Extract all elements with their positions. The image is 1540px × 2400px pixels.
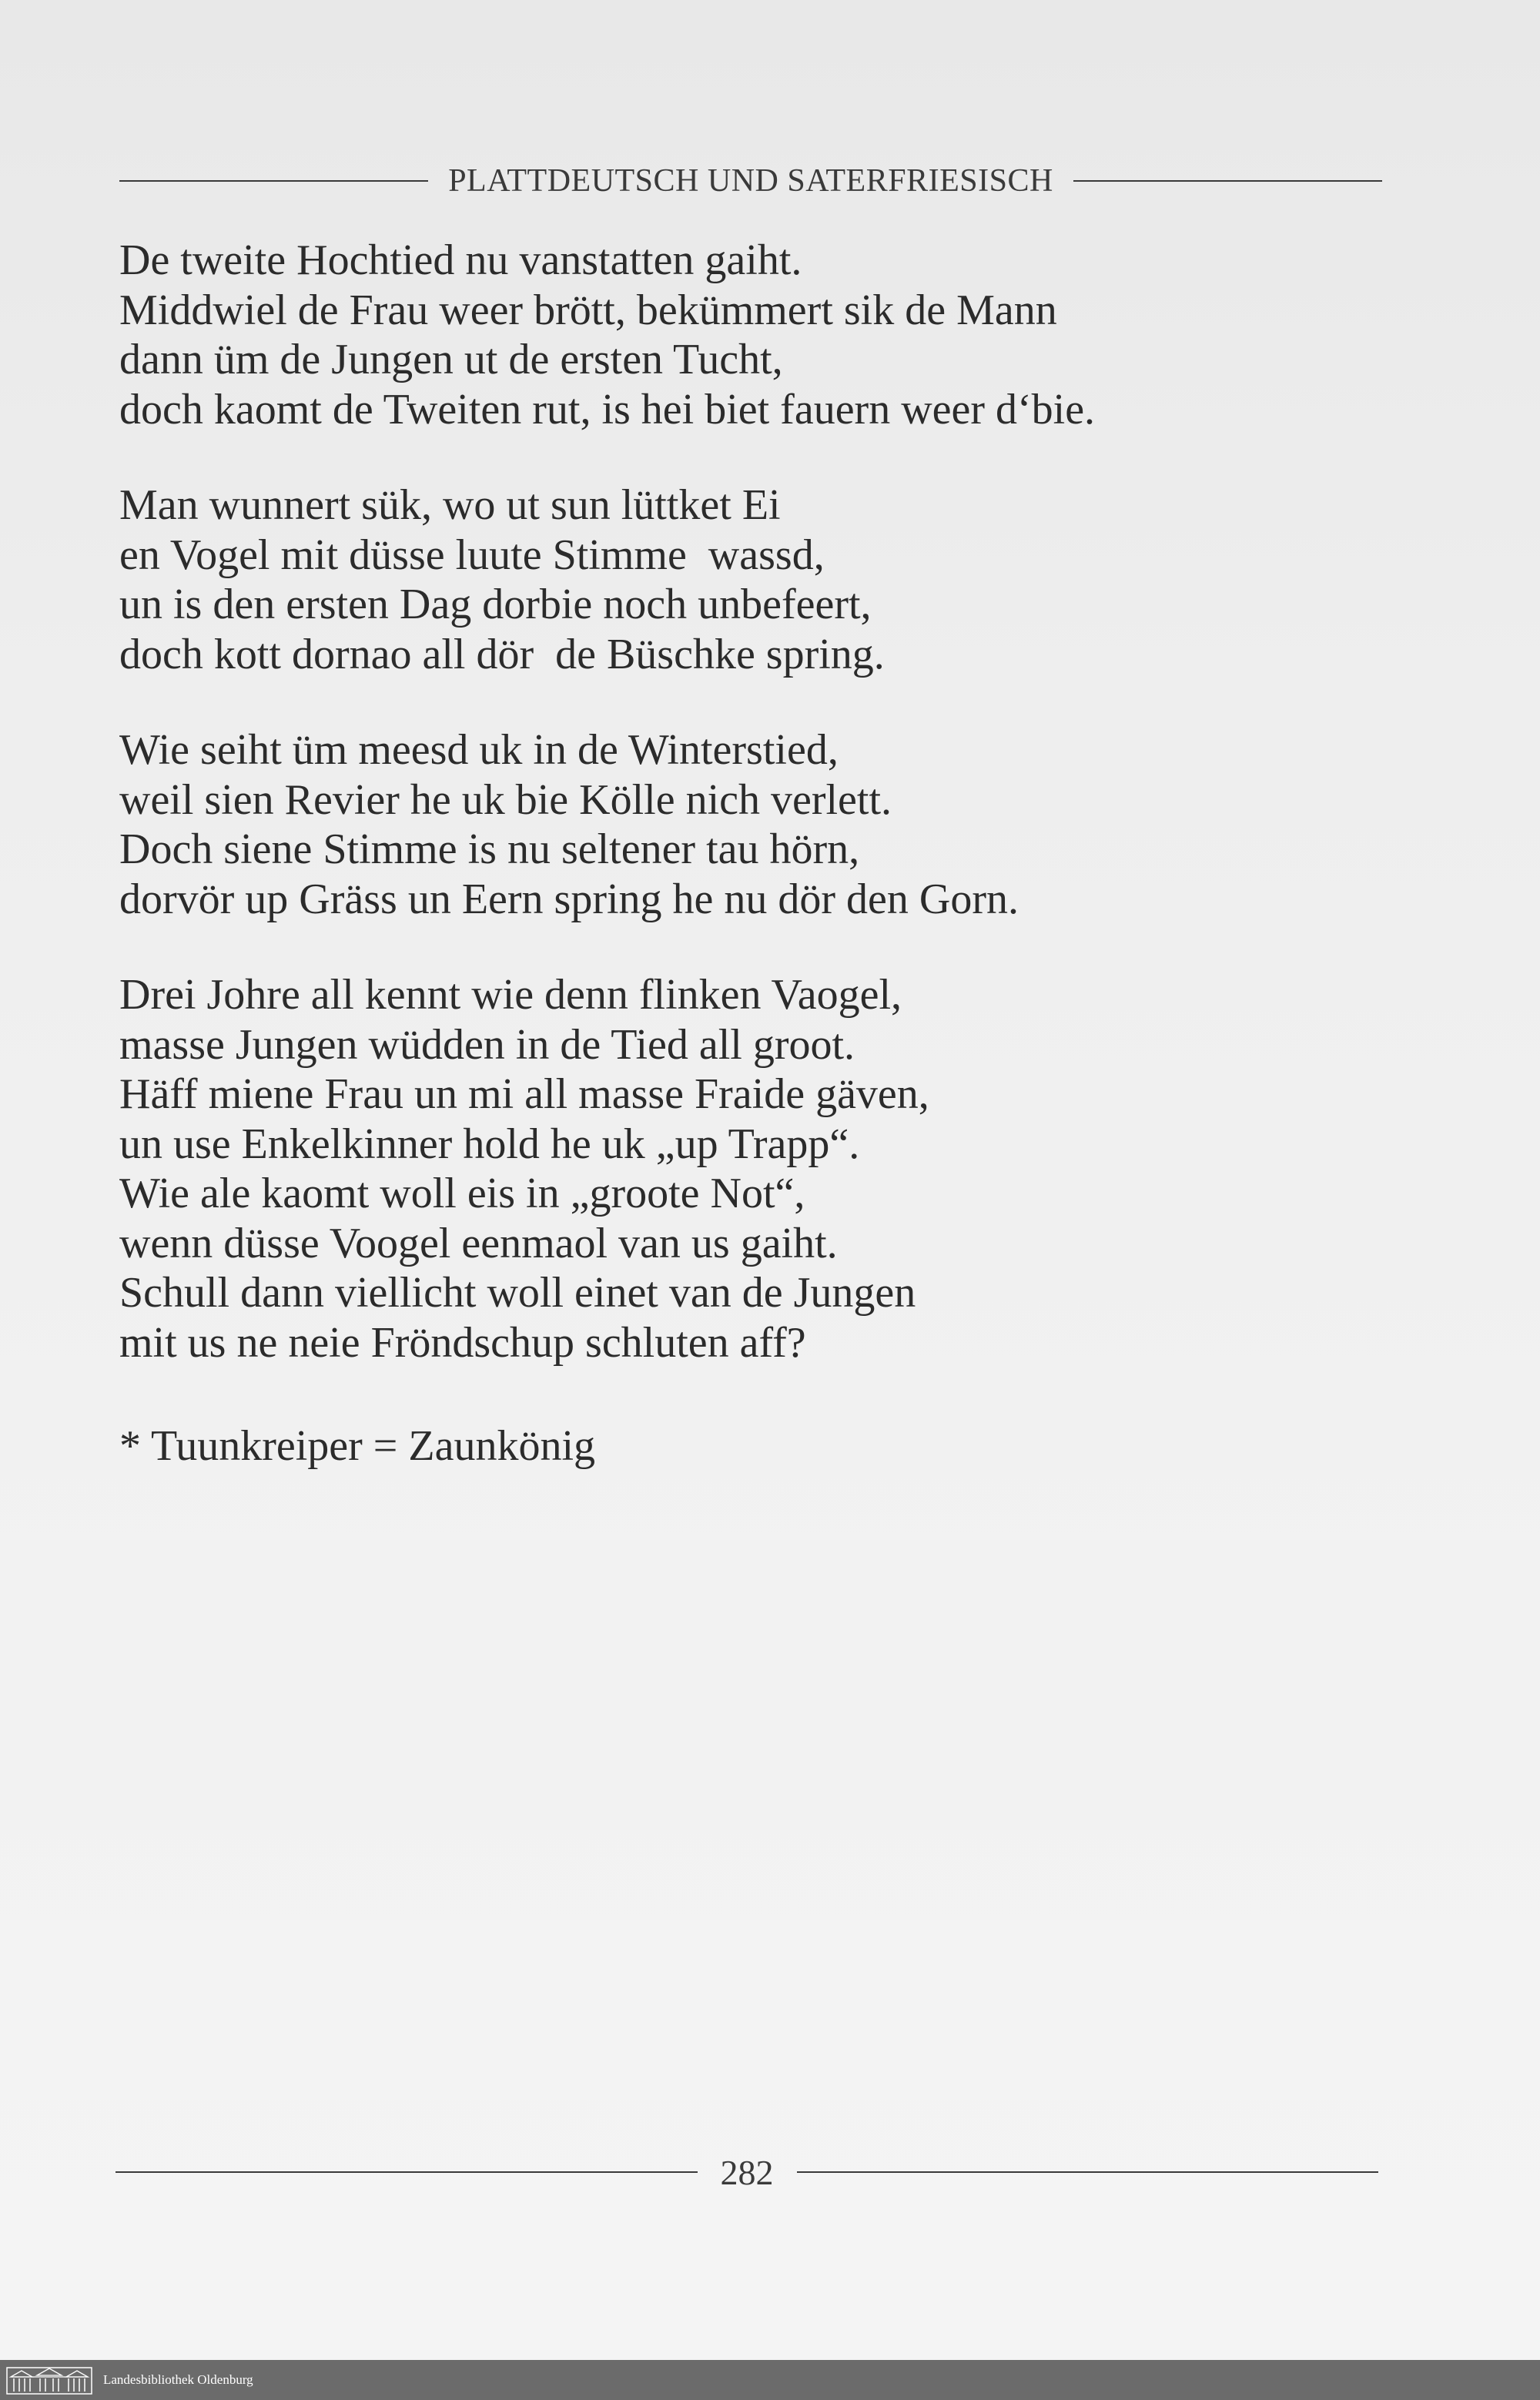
page-folio [116, 2148, 1378, 2196]
poem-line: Middwiel de Frau weer brött, bekümmert sik de Mann [119, 286, 1057, 334]
library-name: Landesbibliothek Oldenburg [103, 2372, 253, 2387]
poem-line: Schull dann viellicht woll einet van de Jungen [119, 1269, 916, 1317]
running-head-rule-right [1073, 180, 1382, 182]
poem-line: dorvör up Gräss un Eern spring he nu dör den Gorn. [119, 875, 1019, 923]
poem-line: wenn düsse Voogel eenmaol van us gaiht. [119, 1219, 838, 1267]
poem-line: dann üm de Jungen ut de ersten Tucht, [119, 336, 783, 383]
library-building-icon [6, 2365, 92, 2395]
stanza-4 [119, 970, 1428, 1367]
poem-line: un is den ersten Dag dorbie noch unbefeert, [119, 581, 872, 628]
poem-line: mit us ne neie Fröndschup schluten aff? [119, 1318, 806, 1367]
poem-line: Wie seiht üm meesd uk in de Winterstied, [119, 726, 839, 774]
poem-line: Häff miene Frau un mi all masse Fraide gäven, [119, 1070, 929, 1118]
poem-line: en Vogel mit düsse luute Stimme wassd, [119, 531, 825, 579]
digitization-footer [0, 2360, 1540, 2400]
poem-line: un use Enkelkinner hold he uk „up Trapp“. [119, 1120, 860, 1168]
poem-line: Man wunnert sük, wo ut sun lüttket Ei [119, 481, 781, 529]
running-head-title: PLATTDEUTSCH UND SATERFRIESISCH [448, 163, 1053, 199]
stanza-1 [119, 236, 1428, 434]
poem-line: Doch siene Stimme is nu seltener tau hörn, [119, 825, 860, 873]
poem-line: weil sien Revier he uk bie Kölle nich verlett. [119, 775, 892, 824]
footnote: * Tuunkreiper = Zaunkönig [119, 1422, 595, 1470]
running-head-rule-left [119, 180, 428, 182]
running-head [119, 158, 1382, 204]
poem [119, 236, 1428, 1414]
folio-rule-left [116, 2171, 698, 2173]
poem-line: De tweite Hochtied nu vanstatten gaiht. [119, 236, 802, 284]
poem-line: doch kaomt de Tweiten rut, is hei biet fauern weer d‘bie. [119, 385, 1096, 433]
page-number: 282 [720, 2152, 774, 2192]
stanza-3 [119, 725, 1428, 924]
poem-line: masse Jungen wüdden in de Tied all groot. [119, 1020, 855, 1069]
poem-line: Drei Johre all kennt wie denn flinken Vaogel, [119, 971, 902, 1019]
stanza-2 [119, 480, 1428, 679]
poem-line: doch kott dornao all dör de Büschke spring. [119, 630, 885, 678]
poem-line: Wie ale kaomt woll eis in „groote Not“, [119, 1170, 805, 1217]
folio-rule-right [797, 2171, 1379, 2173]
